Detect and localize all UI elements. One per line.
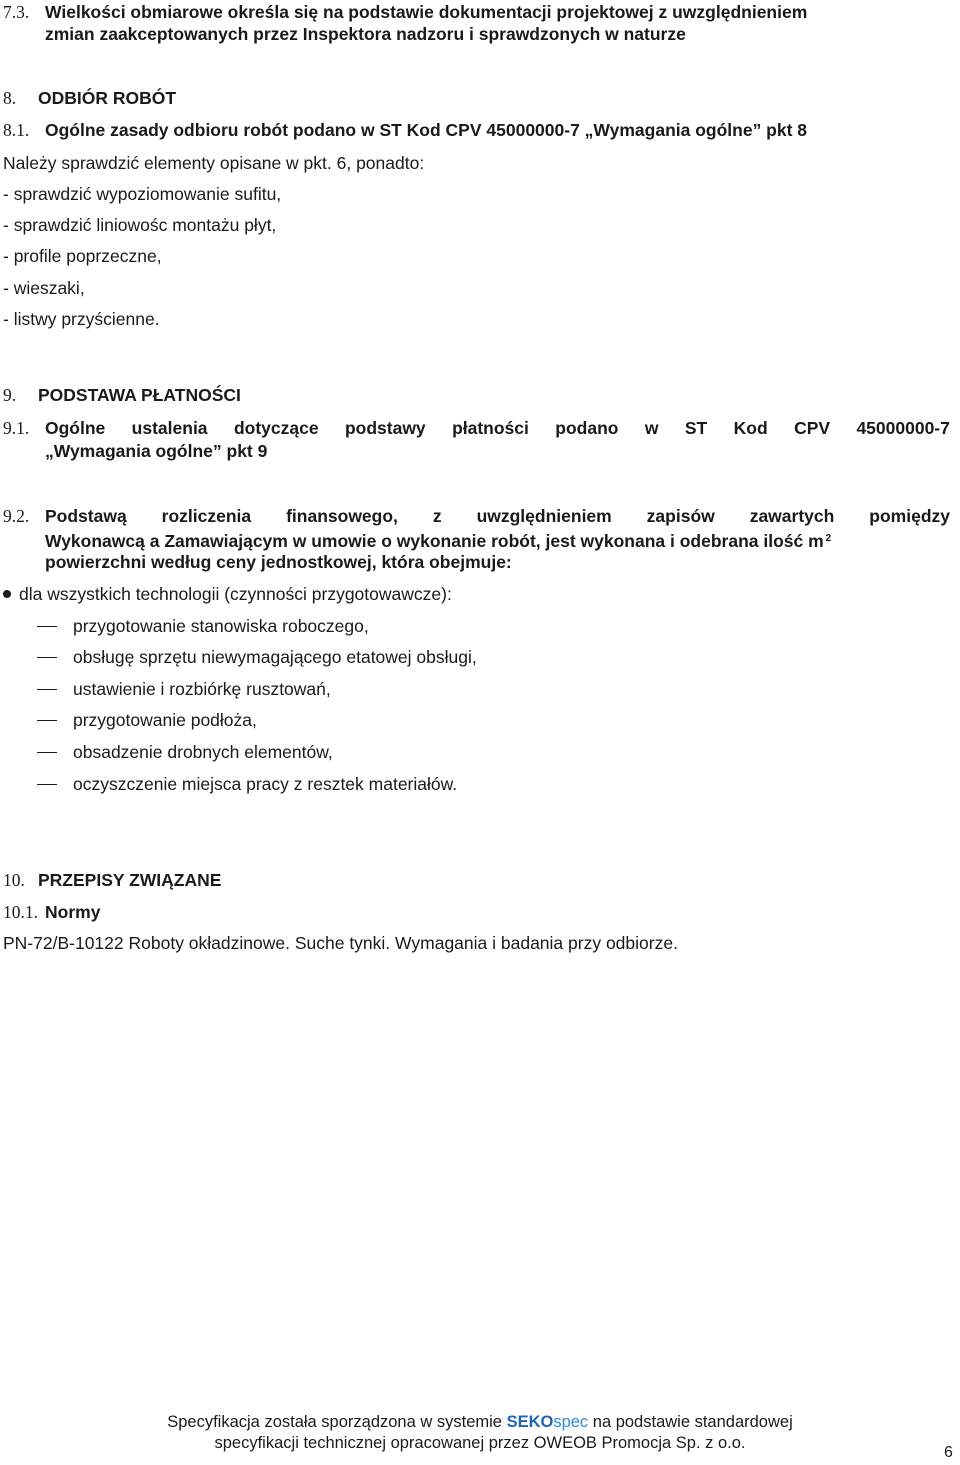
section-8-item-5: - listwy przyścienne. [3,309,160,329]
s91-word: ustalenia [131,418,208,438]
dash-item-2: obsługę sprzętu niewymagającego etatowej obsługi, [73,647,477,667]
section-8-title: ODBIÓR ROBÓT [38,88,177,108]
section-8-item-2: - sprawdzić liniowośc montażu płyt, [3,215,277,235]
footer-text: na podstawie standardowej [588,1413,793,1431]
section-9-title: PODSTAWA PŁATNOŚCI [38,385,241,405]
s91-word: 45000000-7 [856,418,950,438]
section-7-3-line-2: zmian zaakceptowanych przez Inspektora nadzoru i sprawdzonych w naturze [45,24,686,44]
footer-text: Specyfikacja została sporządzona w systemie [167,1413,507,1431]
dash-icon [37,689,57,690]
s92-word: rozliczenia [161,506,252,526]
section-8-number: 8. [3,88,17,108]
s92-word: z [432,506,442,526]
s91-word: CPV [794,418,831,438]
section-7-3-line-1: Wielkości obmiarowe określa się na podstawie dokumentacji projektowej z uwzględnieniem [45,2,808,22]
dash-item-1: przygotowanie stanowiska roboczego, [73,616,369,636]
s91-word: ST [684,418,708,438]
section-9-1-line-1 [45,417,950,439]
footer-line-2: specyfikacji technicznej opracowanej przez OWEOB Promocja Sp. z o.o. [214,1434,746,1452]
section-9-2-number: 9.2. [3,506,30,526]
section-9-1-line-2: „Wymagania ogólne” pkt 9 [45,441,268,461]
dash-item-5: obsadzenie drobnych elementów, [73,742,333,762]
sekospec-logo-part-1: SEKO [506,1413,554,1431]
s91-word: Kod [733,418,768,438]
dash-item-3: ustawienie i rozbiórkę rusztowań, [73,679,331,699]
dash-item-6: oczyszczenie miejsca pracy z resztek materiałów. [73,774,458,794]
section-8-intro: Należy sprawdzić elementy opisane w pkt. 6, ponadto: [3,153,425,173]
s91-word: podano [555,418,619,438]
s92-word: pomiędzy [869,506,950,526]
s92-line2-text: Wykonawcą a Zamawiającym w umowie o wykonanie robót, jest wykonana i odebrana ilość m [45,531,824,551]
s91-word: w [644,418,659,438]
s91-word: dotyczące [233,418,319,438]
section-7-3-number: 7.3. [3,2,30,22]
bullet-text: dla wszystkich technologii (czynności przygotowawcze): [19,584,452,604]
dash-icon [37,626,57,627]
dash-icon [37,752,57,753]
section-10-number: 10. [3,870,25,890]
s92-word: zawartych [749,506,835,526]
s92-word: uwzględnieniem [476,506,612,526]
footer-line-1 [0,1411,960,1433]
section-10-1-title: Normy [45,902,101,922]
section-8-1-title: Ogólne zasady odbioru robót podano w ST Kod CPV 45000000-7 „Wymagania ogólne” pkt 8 [45,120,808,140]
superscript-2: 2 [825,533,832,544]
section-9-2-line-1 [45,505,950,527]
section-8-item-4: - wieszaki, [3,278,85,298]
page-number: 6 [944,1444,953,1461]
section-8-item-1: - sprawdzić wypoziomowanie sufitu, [3,184,282,204]
section-9-2-line-3: powierzchni według ceny jednostkowej, która obejmuje: [45,552,512,572]
section-8-item-3: - profile poprzeczne, [3,246,162,266]
dash-icon [37,784,57,785]
section-9-number: 9. [3,385,17,405]
sekospec-logo-part-2: spec [553,1413,589,1431]
s91-word: podstawy [344,418,426,438]
dash-icon [37,657,57,658]
s92-word: finansowego, [286,506,398,526]
section-10-title: PRZEPISY ZWIĄZANE [38,870,222,890]
section-9-1-number: 9.1. [3,418,30,438]
s91-word: Ogólne [45,418,106,438]
s91-word: płatności [452,418,529,438]
dash-item-4: przygotowanie podłoża, [73,710,257,730]
section-9-2-line-2 [45,528,831,552]
norm-text: PN-72/B-10122 Roboty okładzinowe. Suche tynki. Wymagania i badania przy odbiorze. [3,933,678,953]
section-10-1-number: 10.1. [3,902,38,922]
s92-word: Podstawą [45,506,127,526]
bullet-icon [3,590,11,598]
section-8-1-number: 8.1. [3,120,30,140]
s92-word: zapisów [646,506,715,526]
dash-icon [37,720,57,721]
